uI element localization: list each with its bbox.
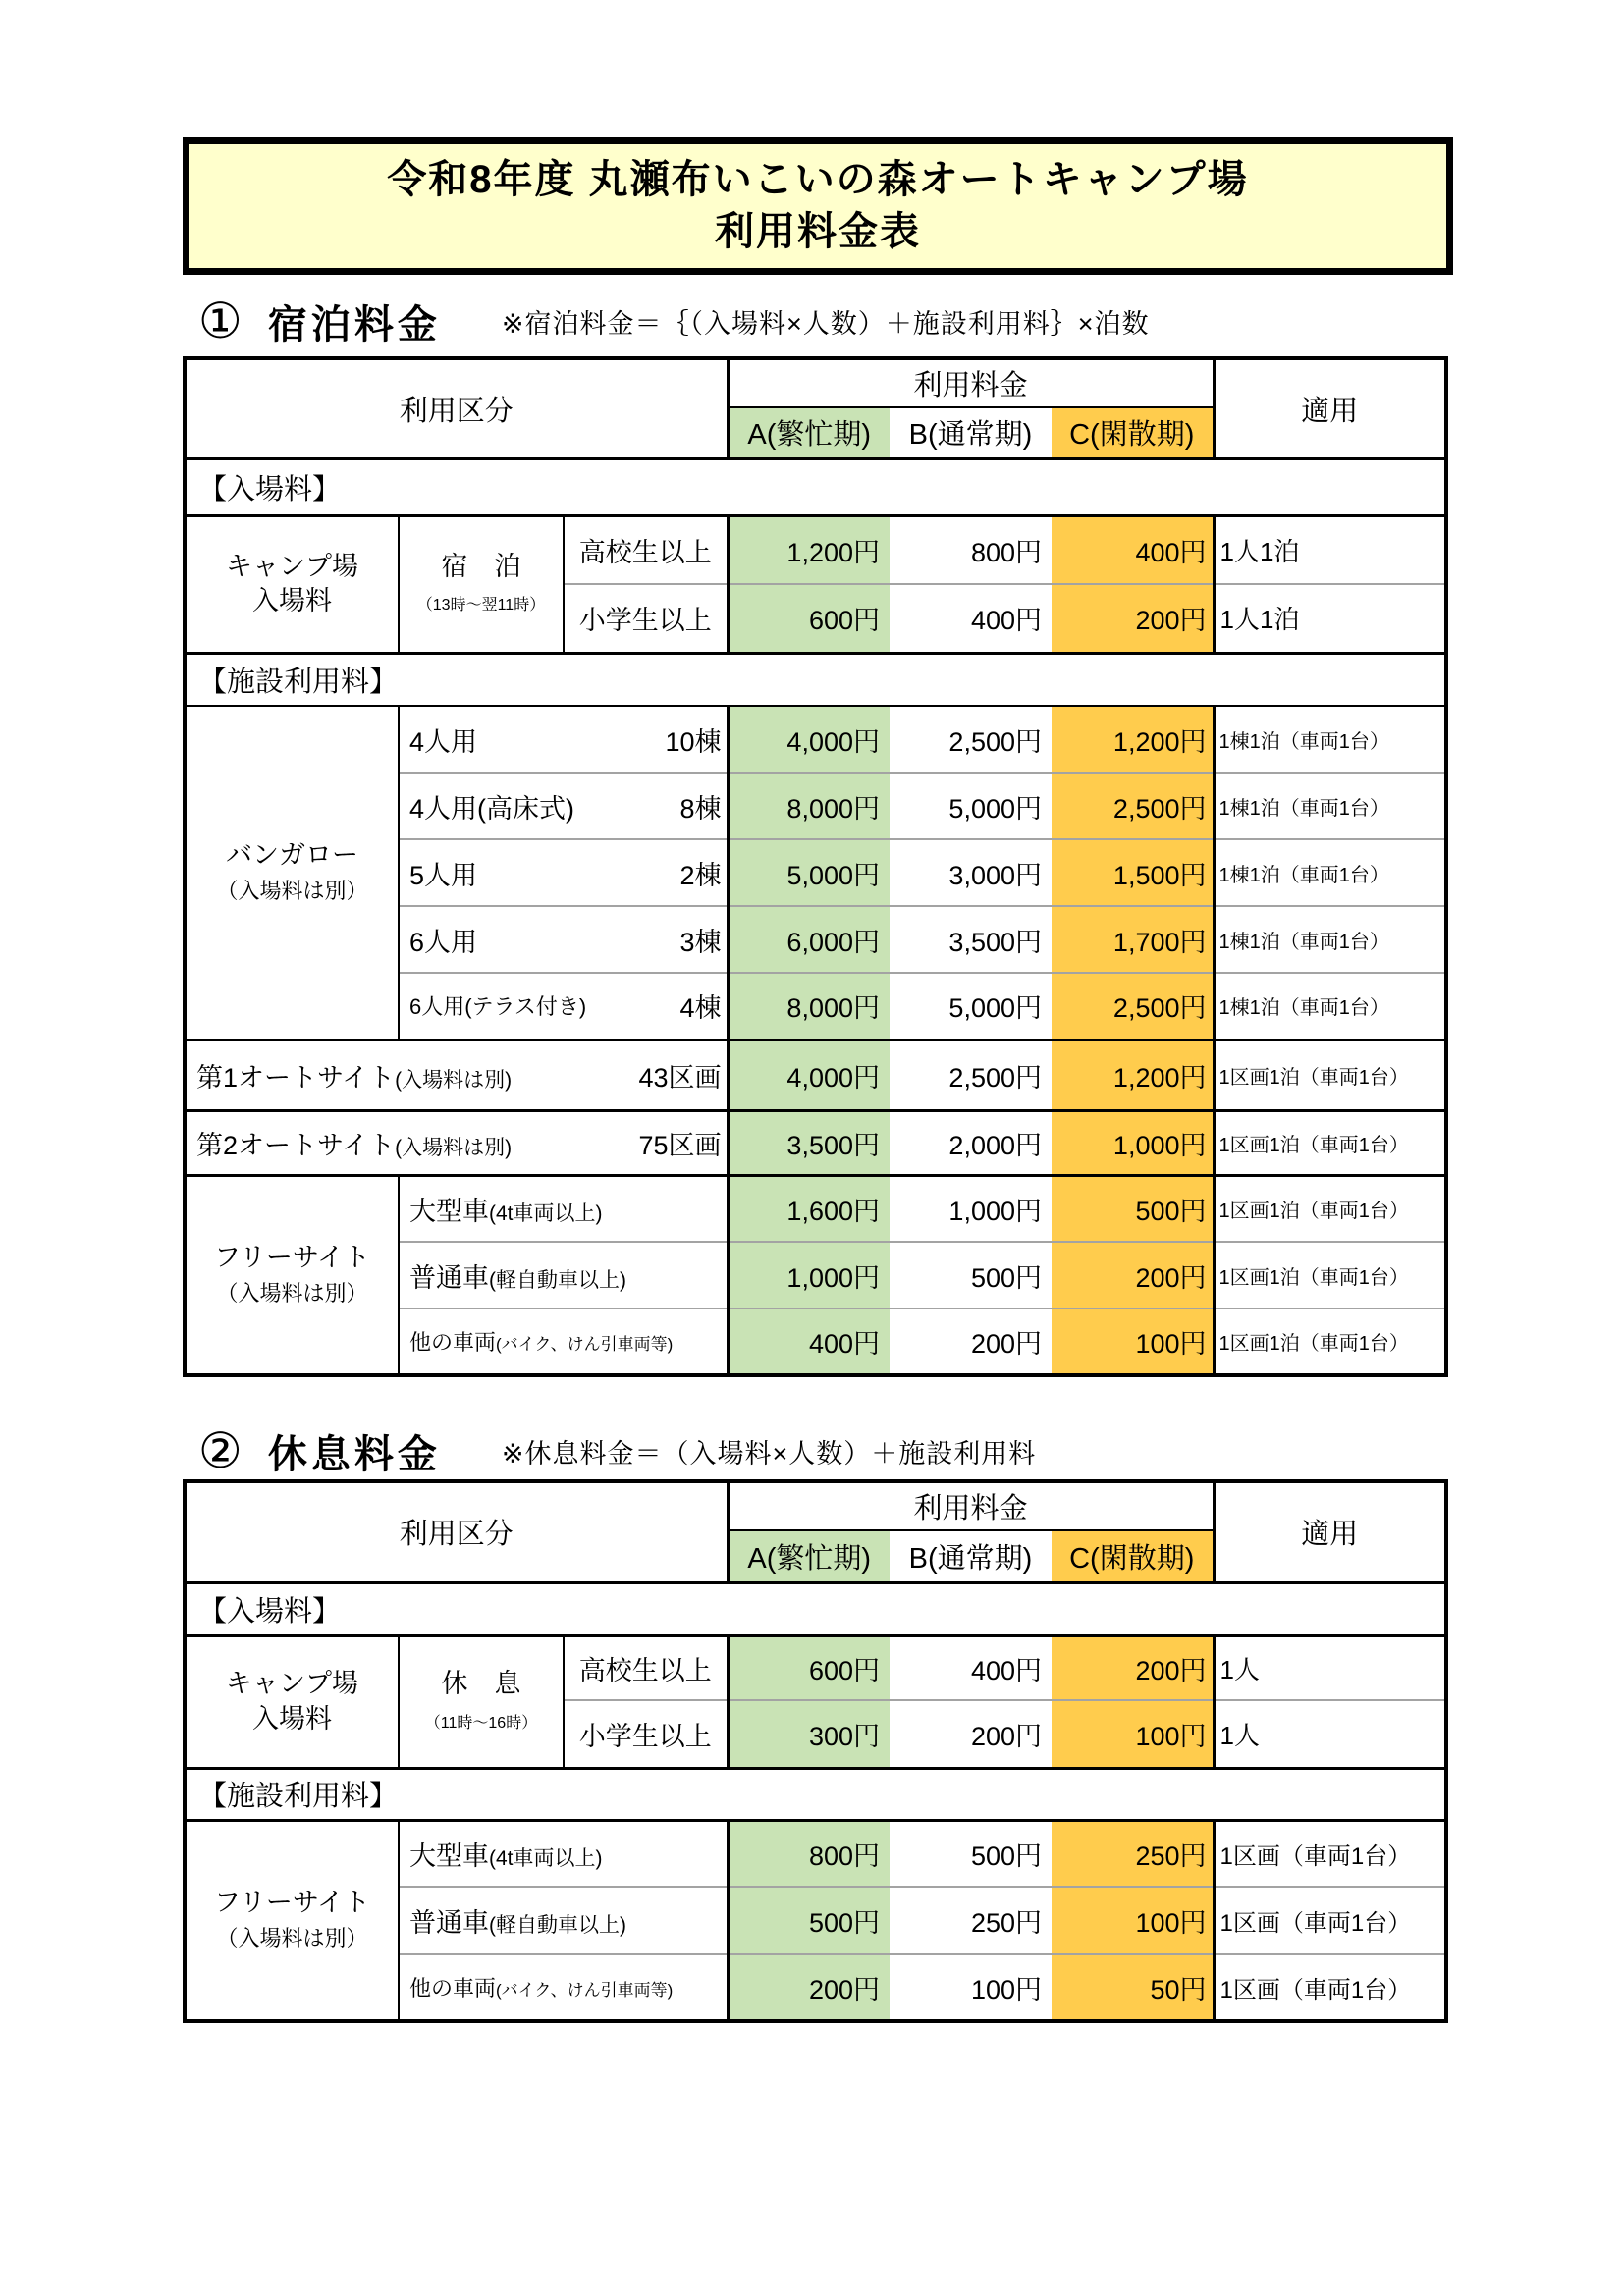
- item-cell: 高校生以上: [564, 1635, 728, 1700]
- section-2-number: ②: [198, 1423, 243, 1478]
- section-1-number: ①: [198, 294, 243, 348]
- table-row: [185, 515, 1446, 584]
- group-label-line2: 入場料: [252, 1703, 332, 1734]
- group-label-line1: バンガロー: [226, 839, 358, 870]
- group-cell-campground-admission: [185, 515, 399, 653]
- price-cell-b: 2,000円: [890, 1110, 1052, 1175]
- item-count: 43区画: [638, 1062, 722, 1093]
- col-header-period-b: B(通常期): [908, 1542, 1033, 1575]
- item-cell: [399, 1308, 728, 1375]
- group-cell-free-site: [185, 1175, 399, 1375]
- price-cell-a: 6,000円: [728, 906, 890, 973]
- title-line-2: 利用料金表: [715, 210, 921, 253]
- col-header-usage-category: 利用区分: [185, 1481, 728, 1582]
- item-note: (4t車両以上): [489, 1846, 603, 1870]
- price-cell-c: 1,000円: [1052, 1110, 1214, 1175]
- rest-hours-note: （11時～16時）: [424, 1714, 538, 1732]
- price-cell-c: 100円: [1052, 1887, 1214, 1954]
- col-header-usage-fee: 利用料金: [728, 358, 1214, 407]
- item-name: 他の車両: [409, 1976, 497, 2001]
- price-cell-c: 200円: [1052, 584, 1214, 653]
- group-label-line2: 入場料: [252, 586, 332, 615]
- item-note: (バイク、けん引車両等): [496, 1335, 674, 1354]
- price-cell-b: 1,000円: [890, 1175, 1052, 1242]
- item-note: (バイク、けん引車両等): [496, 1981, 674, 2000]
- price-cell-a: 800円: [728, 1820, 890, 1887]
- group-cell-bungalow: [185, 706, 399, 1040]
- price-cell-a: 4,000円: [728, 706, 890, 773]
- apply-cell: 1区画1泊（車両1台）: [1214, 1110, 1446, 1175]
- price-cell-c: 1,700円: [1052, 906, 1214, 973]
- group-label-line1: フリーサイト: [213, 1242, 371, 1272]
- col-header-period-a: A(繁忙期): [728, 407, 890, 458]
- price-cell-c: 1,200円: [1052, 706, 1214, 773]
- price-cell-c: 1,500円: [1052, 839, 1214, 906]
- price-cell-a: 1,600円: [728, 1175, 890, 1242]
- price-cell-a: 300円: [728, 1700, 890, 1768]
- item-name: 6人用: [409, 927, 478, 957]
- price-cell-a: 600円: [728, 1635, 890, 1700]
- item-count: 10棟: [665, 726, 722, 757]
- item-note: (軽自動車以上): [489, 1268, 626, 1292]
- rest-fee-table: [183, 1479, 1448, 2023]
- price-cell-c: 2,500円: [1052, 973, 1214, 1040]
- title-box: [183, 137, 1453, 275]
- group-cell-stay-type: [399, 515, 564, 653]
- group-cell-rest-type: [399, 1635, 564, 1768]
- item-cell: 小学生以上: [564, 1700, 728, 1768]
- table-row: [185, 653, 1446, 706]
- price-cell-a: 500円: [728, 1887, 890, 1954]
- price-cell-c: 2,500円: [1052, 773, 1214, 839]
- price-cell-b: 250円: [890, 1887, 1052, 1954]
- col-header-application: 適用: [1301, 395, 1359, 427]
- item-cell: [399, 1887, 728, 1954]
- item-count: 3棟: [679, 927, 722, 957]
- price-cell-c: 100円: [1052, 1308, 1214, 1375]
- item-name: 第1オートサイト: [196, 1062, 396, 1093]
- price-cell-a: 200円: [728, 1954, 890, 2021]
- price-cell-a: 8,000円: [728, 773, 890, 839]
- price-cell-a: 8,000円: [728, 973, 890, 1040]
- price-cell-b: 200円: [890, 1308, 1052, 1375]
- item-name: 大型車: [409, 1841, 489, 1871]
- price-cell-b: 3,000円: [890, 839, 1052, 906]
- apply-cell: 1区画1泊（車両1台）: [1214, 1308, 1446, 1375]
- item-name: 5人用: [409, 860, 478, 890]
- item-cell: [399, 1820, 728, 1887]
- section-1-formula: ※宿泊料金＝｛（入場料×人数）＋施設利用料｝×泊数: [501, 308, 1150, 339]
- price-cell-a: 3,500円: [728, 1110, 890, 1175]
- apply-cell: 1区画（車両1台）: [1214, 1954, 1446, 2021]
- item-count: 8棟: [679, 793, 722, 824]
- section-label-facility: 【施設利用料】: [185, 1768, 1446, 1820]
- table-row: [185, 1768, 1446, 1820]
- item-cell: [399, 973, 728, 1040]
- price-cell-b: 500円: [890, 1242, 1052, 1308]
- item-name: 普通車: [409, 1262, 489, 1293]
- item-note: (4t車両以上): [489, 1201, 603, 1225]
- col-header-period-b: B(通常期): [908, 419, 1033, 452]
- apply-cell: 1棟1泊（車両1台）: [1214, 773, 1446, 839]
- section-2-title: 休息料金: [267, 1432, 441, 1476]
- apply-cell: 1区画1泊（車両1台）: [1214, 1175, 1446, 1242]
- rest-type-label: 休 息: [441, 1669, 521, 1699]
- price-cell-c: 200円: [1052, 1635, 1214, 1700]
- item-cell: 小学生以上: [564, 584, 728, 653]
- price-cell-c: 50円: [1052, 1954, 1214, 2021]
- item-name: 4人用: [409, 726, 478, 757]
- apply-cell: 1区画（車両1台）: [1214, 1820, 1446, 1887]
- price-cell-a: 600円: [728, 584, 890, 653]
- price-cell-b: 800円: [890, 515, 1052, 584]
- item-cell: [399, 706, 728, 773]
- price-cell-c: 200円: [1052, 1242, 1214, 1308]
- price-cell-b: 200円: [890, 1700, 1052, 1768]
- title-line-1: 令和8年度 丸瀬布いこいの森オートキャンプ場: [387, 158, 1249, 202]
- item-cell: [399, 906, 728, 973]
- group-label-line2: （入場料は別）: [216, 878, 368, 903]
- group-label-line1: キャンプ場: [226, 1669, 358, 1699]
- price-cell-b: 100円: [890, 1954, 1052, 2021]
- price-cell-c: 500円: [1052, 1175, 1214, 1242]
- item-cell: [399, 1954, 728, 2021]
- price-cell-a: 1,200円: [728, 515, 890, 584]
- col-header-period-c: C(閑散期): [1052, 1530, 1214, 1582]
- item-name: 4人用(高床式): [409, 793, 574, 824]
- group-label-line2: （入場料は別）: [216, 1926, 368, 1951]
- item-count: 4棟: [679, 993, 722, 1024]
- item-name: 普通車: [409, 1908, 489, 1938]
- price-cell-c: 100円: [1052, 1700, 1214, 1768]
- item-note: (軽自動車以上): [489, 1914, 626, 1937]
- apply-cell: 1棟1泊（車両1台）: [1214, 906, 1446, 973]
- price-cell-a: 4,000円: [728, 1040, 890, 1110]
- item-cell: 高校生以上: [564, 515, 728, 584]
- section-label-facility: 【施設利用料】: [185, 653, 1446, 706]
- price-cell-c: 250円: [1052, 1820, 1214, 1887]
- group-label-line1: フリーサイト: [213, 1888, 371, 1918]
- price-cell-a: 5,000円: [728, 839, 890, 906]
- price-cell-c: 400円: [1052, 515, 1214, 584]
- table-row: [185, 1582, 1446, 1635]
- stay-hours-note: （13時～翌11時）: [416, 597, 546, 614]
- section-label-admission: 【入場料】: [185, 458, 1446, 515]
- item-count: 2棟: [679, 860, 722, 890]
- group-cell-free-site: [185, 1820, 399, 2021]
- section-1-title: 宿泊料金: [267, 302, 441, 347]
- header-row-1: [185, 358, 1446, 407]
- col-header-usage-fee: 利用料金: [728, 1481, 1214, 1530]
- item-cell: [399, 1175, 728, 1242]
- stay-type-label: 宿 泊: [441, 551, 521, 581]
- group-label-line2: （入場料は別）: [216, 1280, 368, 1306]
- section-2-heading: [198, 1421, 1036, 1480]
- item-cell-auto-site-1: [185, 1040, 728, 1110]
- col-header-period-a: A(繁忙期): [728, 1530, 890, 1582]
- apply-cell: 1区画1泊（車両1台）: [1214, 1242, 1446, 1308]
- item-count: 75区画: [638, 1130, 722, 1160]
- apply-cell: 1人: [1214, 1700, 1446, 1768]
- col-header-period-c: C(閑散期): [1052, 407, 1214, 458]
- table-row: [185, 458, 1446, 515]
- price-cell-c: 1,200円: [1052, 1040, 1214, 1110]
- item-name: 大型車: [409, 1196, 489, 1226]
- section-2-formula: ※休息料金＝（入場料×人数）＋施設利用料: [501, 1438, 1037, 1468]
- item-note: (入場料は別): [395, 1136, 513, 1159]
- table-row: [185, 1635, 1446, 1700]
- col-header-application: 適用: [1301, 1519, 1359, 1551]
- table-row: [185, 1820, 1446, 1887]
- apply-cell: 1人: [1214, 1635, 1446, 1700]
- item-name: 6人用(テラス付き): [409, 994, 587, 1020]
- price-cell-b: 5,000円: [890, 973, 1052, 1040]
- apply-cell: 1棟1泊（車両1台）: [1214, 973, 1446, 1040]
- price-cell-a: 400円: [728, 1308, 890, 1375]
- table-row: [185, 1175, 1446, 1242]
- apply-cell: 1区画1泊（車両1台）: [1214, 1040, 1446, 1110]
- table-row: [185, 1040, 1446, 1110]
- col-header-usage-category: 利用区分: [185, 358, 728, 458]
- table-row: [185, 1110, 1446, 1175]
- price-cell-b: 500円: [890, 1820, 1052, 1887]
- item-cell: [399, 839, 728, 906]
- item-cell: [399, 773, 728, 839]
- apply-cell: 1棟1泊（車両1台）: [1214, 706, 1446, 773]
- price-cell-b: 2,500円: [890, 1040, 1052, 1110]
- price-cell-b: 400円: [890, 1635, 1052, 1700]
- section-label-admission: 【入場料】: [185, 1582, 1446, 1635]
- item-name: 他の車両: [409, 1330, 497, 1355]
- apply-cell: 1棟1泊（車両1台）: [1214, 839, 1446, 906]
- apply-cell: 1区画（車両1台）: [1214, 1887, 1446, 1954]
- price-cell-b: 400円: [890, 584, 1052, 653]
- section-1-heading: [198, 289, 1150, 353]
- item-name: 第2オートサイト: [196, 1130, 396, 1160]
- apply-cell: 1人1泊: [1214, 515, 1446, 584]
- price-cell-b: 5,000円: [890, 773, 1052, 839]
- group-cell-campground-admission: [185, 1635, 399, 1768]
- price-cell-b: 2,500円: [890, 706, 1052, 773]
- item-cell: [399, 1242, 728, 1308]
- apply-cell: 1人1泊: [1214, 584, 1446, 653]
- price-cell-a: 1,000円: [728, 1242, 890, 1308]
- table-row: [185, 706, 1446, 773]
- item-cell-auto-site-2: [185, 1110, 728, 1175]
- lodging-fee-table: [183, 356, 1448, 1377]
- item-note: (入場料は別): [395, 1068, 513, 1092]
- price-cell-b: 3,500円: [890, 906, 1052, 973]
- header-row-1: [185, 1481, 1446, 1530]
- group-label-line1: キャンプ場: [226, 551, 358, 581]
